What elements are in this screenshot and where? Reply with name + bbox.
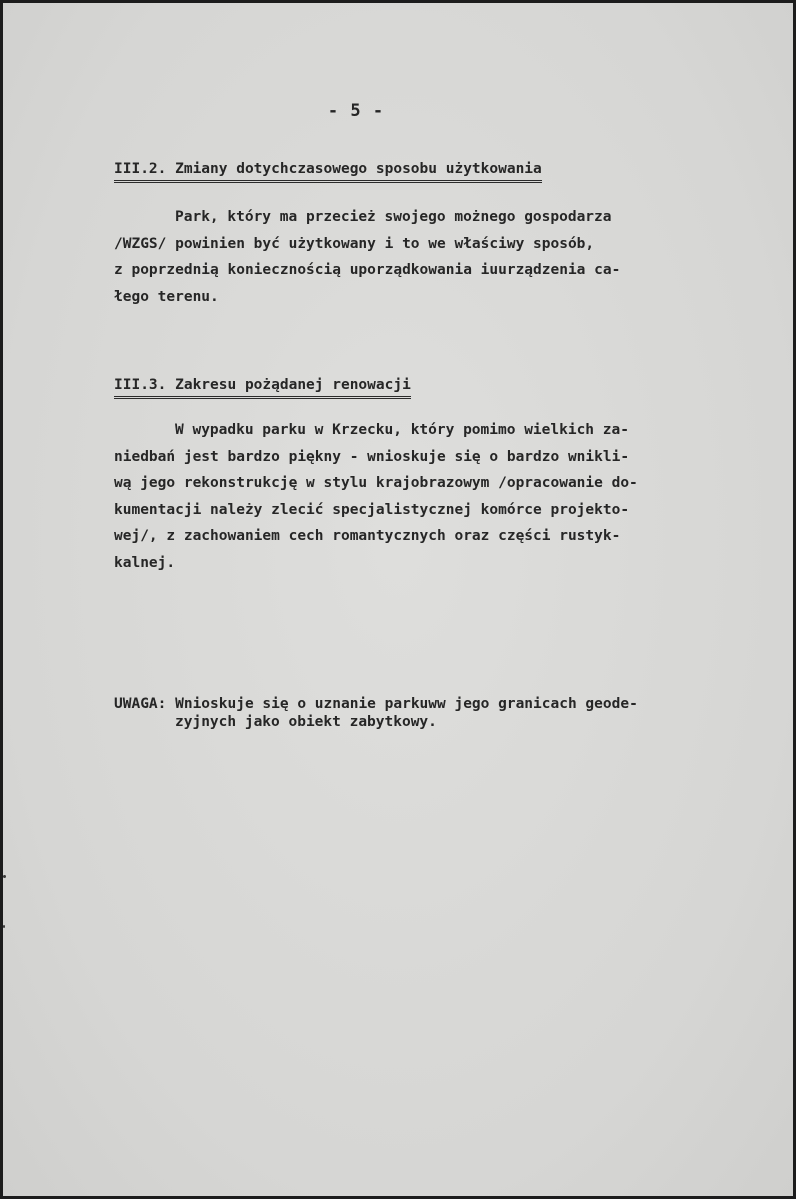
paragraph-line: W wypadku parku w Krzecku, który pomimo wielkich za-	[175, 422, 629, 438]
section-heading-iii-3: III.3. Zakresu pożądanej renowacji	[114, 377, 411, 399]
note-label: UWAGA:	[114, 696, 167, 712]
paragraph-line: z poprzednią koniecznością uporządkowania iuurządzenia ca-	[114, 262, 621, 278]
paragraph-line: łego terenu.	[114, 288, 219, 305]
note-block	[114, 695, 638, 731]
paragraph-line: wą jego rekonstrukcję w stylu krajobrazowym /opracowanie do-	[114, 475, 638, 491]
note-line-1	[114, 695, 638, 713]
scan-speck	[3, 875, 6, 878]
paragraph-line: kalnej.	[114, 554, 176, 571]
note-line-2: zyjnych jako obiekt zabytkowy.	[175, 714, 437, 730]
paragraph-line: /WZGS/ powinien być użytkowany i to we właściwy sposób,	[114, 235, 595, 252]
section-heading-iii-2: III.2. Zmiany dotychczasowego sposobu użytkowania	[114, 161, 542, 183]
paragraph-line: niedbań jest bardzo piękny - wnioskuje się o bardzo wnikli-	[114, 448, 630, 465]
paragraph-line: kumentacji należy zlecić specjalistycznej komórce projekto-	[114, 501, 630, 518]
document-page	[3, 3, 793, 1196]
scan-speck	[3, 925, 5, 928]
section-paragraph-iii-2	[114, 204, 620, 310]
paragraph-line: wej/, z zachowaniem cech romantycznych oraz części rustyk-	[114, 528, 621, 544]
page-number: - 5 -	[327, 101, 385, 121]
paragraph-line: Park, który ma przecież swojego możnego gospodarza	[175, 209, 612, 225]
note-text: Wnioskuje się o uznanie parkuww jego granicach geode-	[166, 696, 638, 712]
section-paragraph-iii-3	[114, 417, 638, 576]
